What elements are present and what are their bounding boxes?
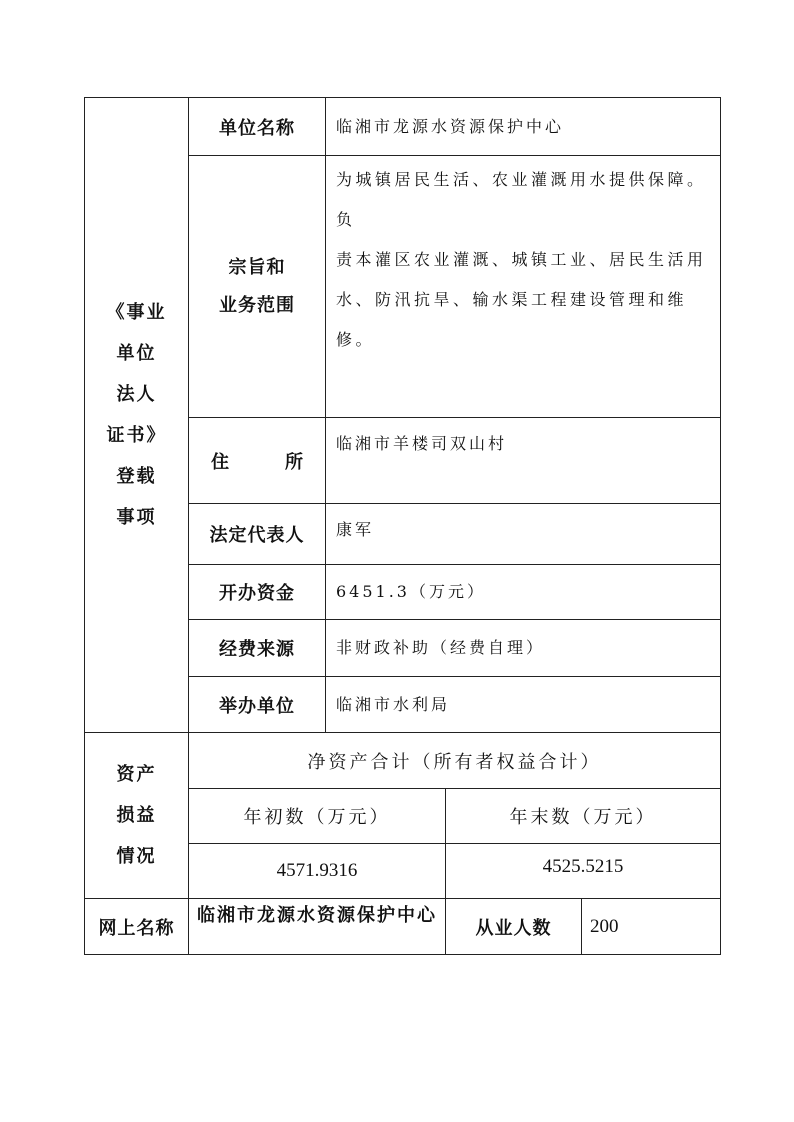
- scope-line: 水、防汛抗旱、输水渠工程建设管理和维修。: [336, 290, 688, 349]
- scope-line: 责本灌区农业灌溉、城镇工业、居民生活用: [336, 250, 707, 269]
- row-net-assets-header: [85, 733, 721, 789]
- net-assets-header: 净资产合计（所有者权益合计）: [189, 733, 721, 789]
- row-online: [85, 899, 721, 955]
- section-line: 事项: [116, 507, 157, 528]
- section-line: 情况: [116, 846, 157, 867]
- begin-year-label: 年初数（万元）: [189, 789, 446, 844]
- funding-label: 经费来源: [189, 620, 326, 677]
- unit-name-value: 临湘市龙源水资源保护中心: [326, 98, 721, 156]
- legal-rep-label: 法定代表人: [189, 504, 326, 565]
- online-name-value: 临湘市龙源水资源保护中心: [189, 899, 446, 955]
- scope-label-line: 宗旨和: [228, 256, 286, 278]
- section-line: 法人: [116, 384, 157, 405]
- row-unit-name: [85, 98, 721, 156]
- assets-section-label: [85, 733, 189, 899]
- address-label-left: 住: [211, 451, 229, 473]
- online-name-label: 网上名称: [85, 899, 189, 955]
- scope-label-line: 业务范围: [219, 294, 295, 316]
- registration-table: [84, 97, 721, 955]
- address-label-right: 所: [285, 451, 303, 473]
- sponsor-label: 举办单位: [189, 677, 326, 733]
- section-line: 损益: [116, 805, 157, 826]
- section-line: 证书》: [106, 425, 167, 446]
- section-line: 《事业: [106, 302, 167, 323]
- address-value: 临湘市羊楼司双山村: [326, 418, 721, 504]
- scope-label: [189, 156, 326, 418]
- unit-name-label: 单位名称: [189, 98, 326, 156]
- section-line: 登载: [116, 466, 157, 487]
- registration-section-label: [85, 98, 189, 733]
- staff-count-label: 从业人数: [446, 899, 582, 955]
- section-line: 资产: [116, 764, 157, 785]
- scope-line: 为城镇居民生活、农业灌溉用水提供保障。负: [336, 170, 707, 229]
- section-line: 单位: [116, 343, 157, 364]
- capital-value: 6451.3（万元）: [326, 565, 721, 620]
- address-label: [189, 418, 326, 504]
- legal-rep-value: 康军: [326, 504, 721, 565]
- sponsor-value: 临湘市水利局: [326, 677, 721, 733]
- funding-value: 非财政补助（经费自理）: [326, 620, 721, 677]
- begin-year-value: 4571.9316: [189, 844, 446, 899]
- end-year-value: 4525.5215: [446, 844, 721, 899]
- staff-count-value: 200: [582, 899, 721, 955]
- capital-label: 开办资金: [189, 565, 326, 620]
- end-year-label: 年末数（万元）: [446, 789, 721, 844]
- scope-value: [326, 156, 721, 418]
